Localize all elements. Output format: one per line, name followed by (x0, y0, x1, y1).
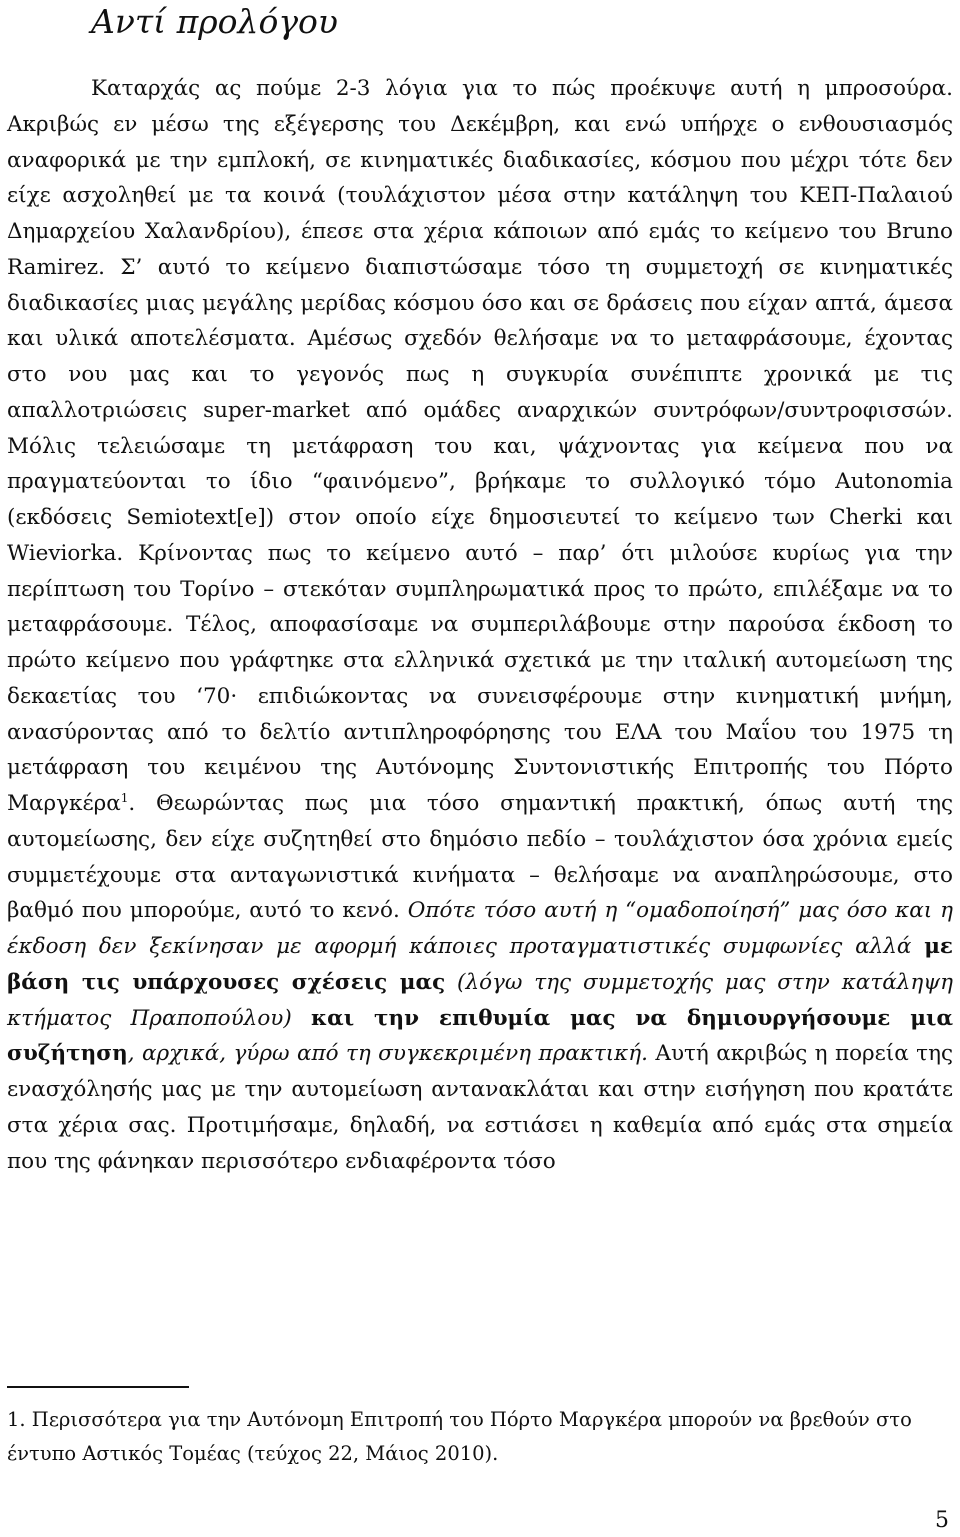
footnote-divider (7, 1386, 189, 1388)
italic-segment: (λόγω της συμμετοχής μας στην κατάληψη κτήματος Πραποπούλου) (7, 969, 953, 1031)
italic-segment: Οπότε τόσο αυτή η “ομαδοποίησή” μας όσο και η έκδοση δεν ξεκίνησαν με αφορμή κάποιες προταγματιστικές συμφωνίες αλλά (7, 898, 953, 959)
footnote-text: Περισσότερα για την Αυτόνομη Επιτροπή του Πόρτο Μαργκέρα μπορούν να βρεθούν στο έντυπο Αστικός Τομέας (τεύχος 22, Μάιος 2010). (7, 1408, 912, 1465)
document-page (7, 0, 953, 1537)
italic-segment: , αρχικά, γύρω από τη συγκεκριμένη πρακτική. (127, 1041, 648, 1067)
body-paragraph (7, 71, 953, 1179)
text-segment: Αυτή ακριβώς η πορεία της ενασχόλησής μας με την αυτομείωση αντανακλάται και στην εισήγηση που κρατάτε στα χέρια σας. Προτιμήσαμε, δηλαδή, να εστιάσει η καθεμία από εμάς στα σημεία που της φάνηκαν περισσότερο ενδιαφέροντα τόσο (7, 1041, 953, 1174)
text-segment: Καταρχάς ας πούμε 2-3 λόγια για το πώς προέκυψε αυτή η μπροσούρα. Ακριβώς εν μέσω της εξέγερσης του Δεκέμβρη, και ενώ υπήρχε ο ενθουσιασμός αναφορικά με την εμπλοκή, σε κινηματικές διαδικασίες, κόσμου που μέχρι τότε δεν είχε ασχοληθεί με τα κοινά (τουλάχιστον μέσα στην κατάληψη του ΚΕΠ-Παλαιού Δημαρχείου Χαλανδρίου), έπεσε στα χέρια κάποιων από εμάς το κείμενο του Bruno Ramirez. Σ’ αυτό το κείμενο διαπιστώσαμε τόσο τη συμμετοχή σε κινηματικές διαδικασίες μιας μεγάλης μερίδας κόσμου όσο και σε δράσεις που είχαν απτά, άμεσα και υλικά αποτελέσματα. Αμέσως σχεδόν θελήσαμε να το μεταφράσουμε, έχοντας στο νου μας και το γεγονός πως η συγκυρία συνέπιπτε χρονικά με τις απαλλοτριώσεις super-market από ομάδες αναρχικών συντρόφων/συντροφισσών. Μόλις τελειώσαμε τη μετάφραση του και, ψάχνοντας για κείμενα που να πραγματεύονται το ίδιο “φαινόμενο”, βρήκαμε το συλλογικό τόμο Autonomia (εκδόσεις Semiotext[e]) στον οποίο είχε δημοσιευτεί το κείμενο των Cherki και Wieviorka. Κρίνοντας πως το κείμενο αυτό – παρ’ ότι μιλούσε κυρίως για την περίπτωση του Τορίνο – στεκόταν συμπληρωματικά προς το πρώτο, επιλέξαμε να το μεταφράσουμε. Τέλος, αποφασίσαμε να συμπεριλάβουμε στην παρούσα έκδοση το πρώτο κείμενο που γράφτηκε στα ελληνικά σχετικά με την ιταλική αυτομείωση της δεκαετίας του ‘70· επιδιώκοντας να συνεισφέρουμε στην κινηματική μνήμη, ανασύροντας από το δελτίο αντιπληροφόρησης του ΕΛΑ του Μαΐου του 1975 τη μετάφραση του κειμένου της Αυτόνομης Συντονιστικής Επιτροπής του Πόρτο Μαργκέρα (7, 76, 953, 816)
footnote-reference[interactable]: 1 (120, 791, 129, 805)
footnote (7, 1403, 953, 1471)
page-number: 5 (935, 1508, 949, 1533)
bold-segment: με βάση τις υπάρχουσες σχέσεις μας (7, 934, 953, 995)
bold-segment: και την επιθυμία μας να δημιουργήσουμε μια συζήτηση (7, 1005, 953, 1067)
page-title: Αντί προλόγου (91, 2, 338, 41)
footnote-number: 1. (7, 1408, 26, 1431)
text-segment: . Θεωρώντας πως μια τόσο σημαντική πρακτική, όπως αυτή της αυτομείωσης, δεν είχε συζητηθεί στο δημόσιο πεδίο – τουλάχιστον όσα χρόνια εμείς συμμετέχουμε στα ανταγωνιστικά κινήματα – θελήσαμε να αναπληρώσουμε, στο βαθμό που μπορούμε, αυτό το κενό. (7, 791, 953, 924)
